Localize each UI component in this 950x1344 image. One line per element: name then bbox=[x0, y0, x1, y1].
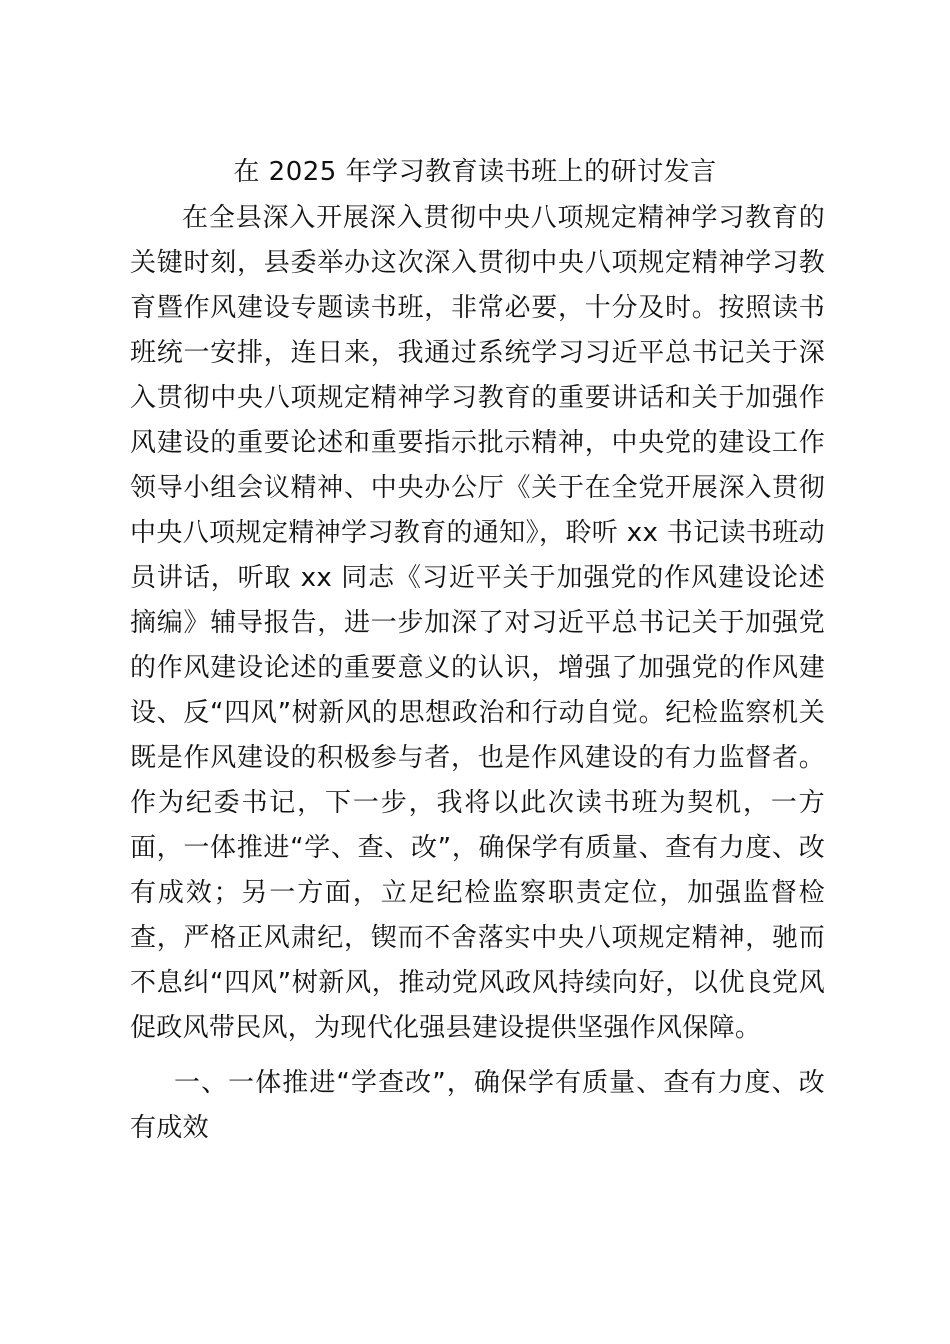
body-paragraph: 在全县深入开展深入贯彻中央八项规定精神学习教育的关键时刻，县委举办这次深入贯彻中央八项规定精神学习教育暨作风建设专题读书班，非常必要，十分及时。按照读书班统一安排，连日来，我通过系统学习习近平总书记关于深入贯彻中央八项规定精神学习教育的重要讲话和关于加强作风建设的重要论述和重要指示批示精神，中央党的建设工作领导小组会议精神、中央办公厅《关于在全党开展深入贯彻中央八项规定精神学习教育的通知》，聆听 xx 书记读书班动员讲话，听取 xx 同志《习近平关于加强党的作风建设论述摘编》辅导报告，进一步加深了对习近平总书记关于加强党的作风建设论述的重要意义的认识，增强了加强党的作风建设、反“四风”树新风的思想政治和行动自觉。纪检监察机关既是作风建设的积极参与者，也是作风建设的有力监督者。作为纪委书记，下一步，我将以此次读书班为契机，一方面，一体推进“学、查、改”，确保学有质量、查有力度、改有成效；另一方面，立足纪检监察职责定位，加强监督检查，严格正风肃纪，锲而不舍落实中央八项规定精神，驰而不息纠“四风”树新风，推动党风政风持续向好，以优良党风促政风带民风，为现代化强县建设提供坚强作风保障。 bbox=[130, 203, 825, 1043]
document-body bbox=[130, 196, 825, 1151]
section-heading: 一、一体推进“学查改”，确保学有质量、查有力度、改有成效 bbox=[130, 1068, 825, 1143]
document-title: 在 2025 年学习教育读书班上的研讨发言 bbox=[233, 157, 717, 187]
